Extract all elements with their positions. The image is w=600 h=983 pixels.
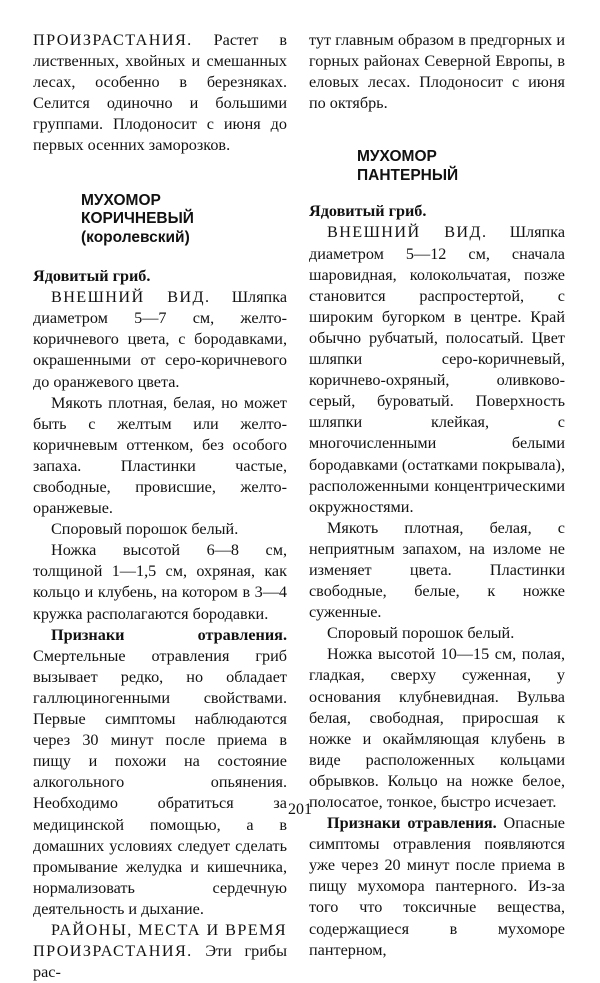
paragraph-text: Опасные симптомы отравления появляются уже через 20 минут после приема в пищу мухомора пантерного. Из-за того что токсичные вещества, содержащиеся в мухоморе пантерном, [309,814,565,959]
stem-paragraph: Ножка высотой 10—15 см, полая, гладкая, сверху суженная, у основания клубневидная. Вульва белая, свободная, приросшая к ножке и окаймляющая клубень в виде расположенных кольцами обрывков. Кольцо на ножке белое, полосатое, тонкое, быстро исчезает. [309,645,565,811]
poisoning-paragraph [33,625,287,920]
heading-line: ПАНТЕРНЫЙ [357,166,459,184]
spore-paragraph: Споровый порошок белый. [51,520,239,539]
heading-line: МУХОМОР [357,148,437,166]
appearance-paragraph [33,287,287,392]
section-lead: ВНЕШНИЙ ВИД. [327,223,488,242]
habitat-continuation [33,30,287,157]
paragraph-text: Эти грибы рас- [33,942,287,982]
spore-paragraph: Споровый порошок белый. [327,624,515,643]
paragraph-text: Смертельные отравления гриб вызывает редко, но обладает галлюциногенными свойствами. Первые симптомы наблюдаются через 30 минут после приема в пищу и похожи на состояние алкогольного опьянения. Необходимо обратиться за медицинской помощью, а в домашних условиях следует сделать промывание желудка и кишечника, нормализовать сердечную деятельность и дыхание. [33,646,287,918]
paragraph-text: Растет в лиственных, хвойных и смешанных лесах, особенно в березняках. Селится одиночно и большими группами. Плодоносит с июня до первых осенних заморозков. [33,31,287,155]
paragraph-text: Шляпка диаметром 5—12 см, сначала шаровидная, колокольчатая, позже становится распростертой, с широким бугорком в центре. Край обычно рубчатый, полосатый. Цвет шляпки серо-коричневый, коричнево-охряный, оливково-серый, буроватый. Поверхность шляпки клейкая, с многочисленными белыми бородавками (остатками покрывала), расположенными концентрическими окружностями. [309,223,566,516]
section-lead: ПРОИЗРАСТАНИЯ. [33,31,193,49]
page-number: 201 [288,801,312,818]
heading-line: МУХОМОР [81,191,161,209]
left-column [33,30,287,983]
section-lead: Признаки отравления. [51,625,287,644]
flesh-paragraph: Мякоть плотная, белая, но может быть с желтым или желто-коричневым оттенком, без особого запаха. Пластинки частые, свободные, провисшие, желто-оранжевые. [33,393,287,518]
right-column [309,30,565,961]
stem-paragraph: Ножка высотой 6—8 см, толщиной 1—1,5 см, охряная, как кольцо и клубень, на котором в 3—4 кружка располагаются бородавки. [33,541,287,623]
section-lead: Признаки отравления. [327,814,497,833]
poisoning-paragraph [309,813,565,961]
habitat-continuation: тут главным образом в предгорных и горных районах Северной Европы, в еловых лесах. Плодоносит с июня по октябрь. [309,31,565,113]
paragraph-text: Шляпка диаметром 5—7 см, желто-коричневого цвета, с бородавками, окрашенными от серо-коричневого до оранжевого цвета. [33,288,288,391]
poison-label: Ядовитый гриб. [33,267,151,286]
regions-paragraph [33,920,287,983]
heading-subtitle: (королевский) [81,228,190,246]
species-heading-panther [309,148,565,185]
section-lead: РАЙОНЫ, МЕСТА И ВРЕМЯ ПРОИЗРАСТАНИЯ. [33,920,287,961]
appearance-paragraph [309,222,565,517]
poison-label: Ядовитый гриб. [309,202,427,221]
flesh-paragraph: Мякоть плотная, белая, с неприятным запахом, на изломе не изменяет цвета. Пластинки свободные, белые, к ножке суженные. [309,518,565,622]
section-lead: ВНЕШНИЙ ВИД. [51,288,211,307]
heading-line: КОРИЧНЕВЫЙ [81,210,194,228]
species-heading-brown [33,192,287,248]
